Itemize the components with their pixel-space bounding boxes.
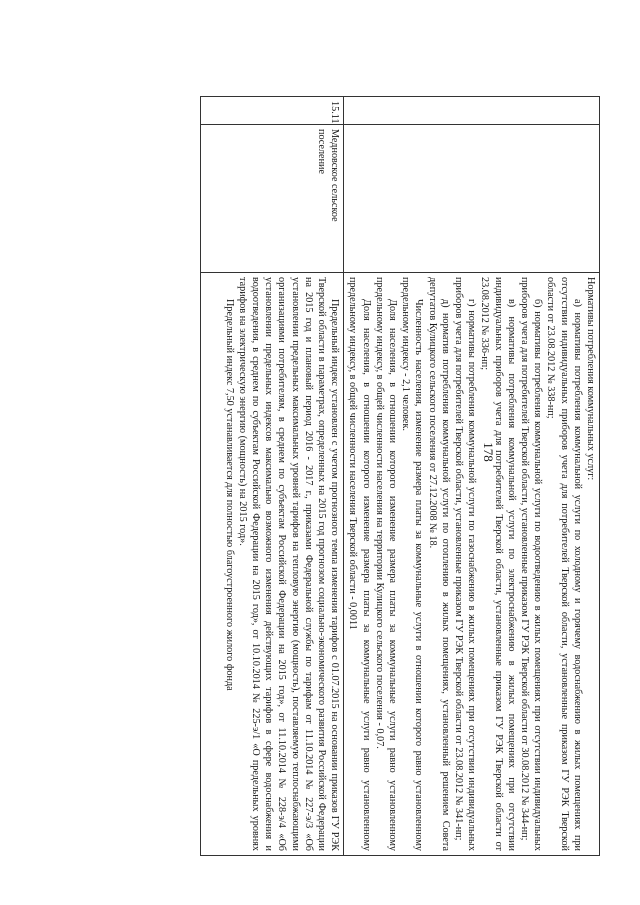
paragraph: Численность населения, изменение размера платы за коммунальные услуги в отношении которого равно установленному предельному индексу - 2,1 человек. bbox=[400, 277, 425, 851]
paragraph: Предельный индекс 7,50 устанавливается для полностью благоустроенного жилого фонда bbox=[223, 299, 235, 691]
document-sheet bbox=[200, 96, 600, 856]
table-row-current bbox=[201, 97, 344, 856]
description-cell bbox=[201, 273, 344, 856]
paragraph: а) нормативы потребления коммунальной услуги по холодному и горячему водоснабжению в жилых помещениях при отсутствии индивидуальных приборов учета для потребителей Тверской области, установленные приказом ГУ РЭК Тверской области от 23.08.2012 № 338-нп; bbox=[545, 277, 583, 851]
row-number-cell bbox=[344, 97, 600, 125]
settlement-name-cell bbox=[344, 125, 600, 273]
paragraph: Доля населения, в отношении которого изменение размера платы за коммунальные услуги равно установленному предельному индексу, в общей численности населения на территории Кулицкого сельского поселения - 0,07. bbox=[373, 277, 398, 851]
paragraph: в) нормативы потребления коммунальной услуги по электроснабжению в жилых помещениях при отсутствии индивидуальных приборов учета для потребителей Тверской области, установленные приказом ГУ РЭК Тверской области от 23.08.2012 № 336-нп; bbox=[479, 277, 517, 851]
paragraph: д) норматив потребления коммунальной услуги по отоплению в жилых помещениях, установленный решением Совета депутатов Кулицкого сельского поселения от 27.12.2008 № 18. bbox=[426, 277, 451, 851]
description-cell bbox=[344, 273, 600, 856]
row-number-cell: 15.11 bbox=[201, 97, 344, 125]
settlement-name-cell: Медновское сельское поселение bbox=[201, 125, 344, 273]
paragraph: г) нормативы потребления коммунальной услуги по газоснабжению в жилых помещениях при отсутствии индивидуальных приборов учета для потребителей Тверской области, установленные приказом ГУ РЭК Тверской области от 23.08.2012 № 341-нп; bbox=[452, 277, 478, 851]
table-row-previous bbox=[344, 97, 600, 856]
paragraph: Предельный индекс установлен с учетом прогнозного темпа изменения тарифов с 01.07.2015 на основании приказов ГУ РЭК Тверской области в параметрах, определенных на 2015 год прогнозом социально-экономического развития Российской Федерации на 2015 год и плановый период 2016 - 2017 г., приказами Федеральной службы по тарифам от 11.10.2014 № 227-э/3 «Об установлении предельных максимальных уровней тарифов на тепловую энергию (мощность), поставляемую теплоснабжающими организациями потребителям, в среднем по субъектам Российской Федерации на 2015 год», от 11.10.2014 № 228-э/4 «Об установлении предельных индексов максимально возможного изменения действующих тарифов в сфере водоснабжения и водоотведения, в среднем по субъектам Российской Федерации на 2015 год», от 10.10.2014 № 225-э/1 «О предельных уровнях тарифов на электрическую энергию (мощность) на 2015 год». bbox=[236, 277, 341, 851]
page-number: 178 bbox=[481, 442, 496, 462]
paragraph: Нормативы потребления коммунальных услуг: bbox=[585, 277, 596, 481]
paragraph: б) нормативы потребления коммунальной услуги по водоотведению в жилых помещениях при отсутствии индивидуальных приборов учета для потребителей Тверской области, установленные приказом ГУ РЭК Тверской области от 30.08.2012 № 344-нп; bbox=[518, 277, 544, 851]
tariff-table bbox=[200, 96, 600, 856]
paragraph: Доля населения, в отношении которого изменение размера платы за коммунальные услуги равно установленному предельному индексу, в общей численности населения Тверской области - 0,0011 bbox=[347, 277, 372, 851]
